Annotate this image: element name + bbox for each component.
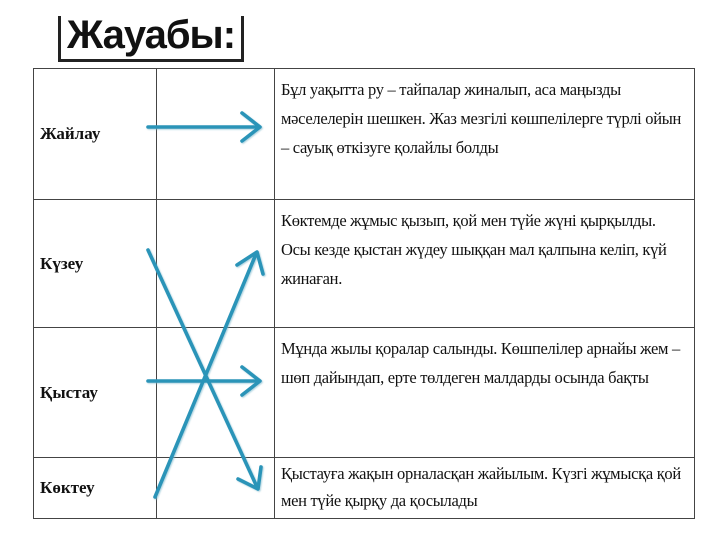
description-cell: Бұл уақытта ру – тайпалар жиналып, аса маңызды мәселелерін шешкен. Жаз мезгілі көшпелілерге түрлі ойын – сауық өткізуге қолайлы болды bbox=[275, 69, 695, 200]
arrow-cell bbox=[157, 328, 275, 458]
description-cell: Мұнда жылы қоралар салынды. Көшпелілер арнайы жем – шөп дайындап, ерте төлдеген малдарды осында бақты bbox=[275, 328, 695, 458]
arrow-cell bbox=[157, 69, 275, 200]
matching-table bbox=[33, 68, 695, 519]
table-row bbox=[34, 458, 695, 519]
table-row bbox=[34, 328, 695, 458]
description-cell: Қыстауға жақын орналасқан жайылым. Күзгі жұмысқа қой мен түйе қырқу да қосылады bbox=[275, 458, 695, 519]
matching-table-container bbox=[33, 68, 695, 516]
table-row bbox=[34, 69, 695, 200]
term-cell: Күзеу bbox=[34, 200, 157, 328]
term-cell: Жайлау bbox=[34, 69, 157, 200]
arrow-cell bbox=[157, 200, 275, 328]
description-cell: Көктемде жұмыс қызып, қой мен түйе жүні қырқылды. Осы кезде қыстан жүдеу шыққан мал қалпына келіп, күй жинаған. bbox=[275, 200, 695, 328]
term-cell: Қыстау bbox=[34, 328, 157, 458]
arrow-cell bbox=[157, 458, 275, 519]
table-row bbox=[34, 200, 695, 328]
term-cell: Көктеу bbox=[34, 458, 157, 519]
answer-title: Жауабы: bbox=[58, 16, 244, 62]
